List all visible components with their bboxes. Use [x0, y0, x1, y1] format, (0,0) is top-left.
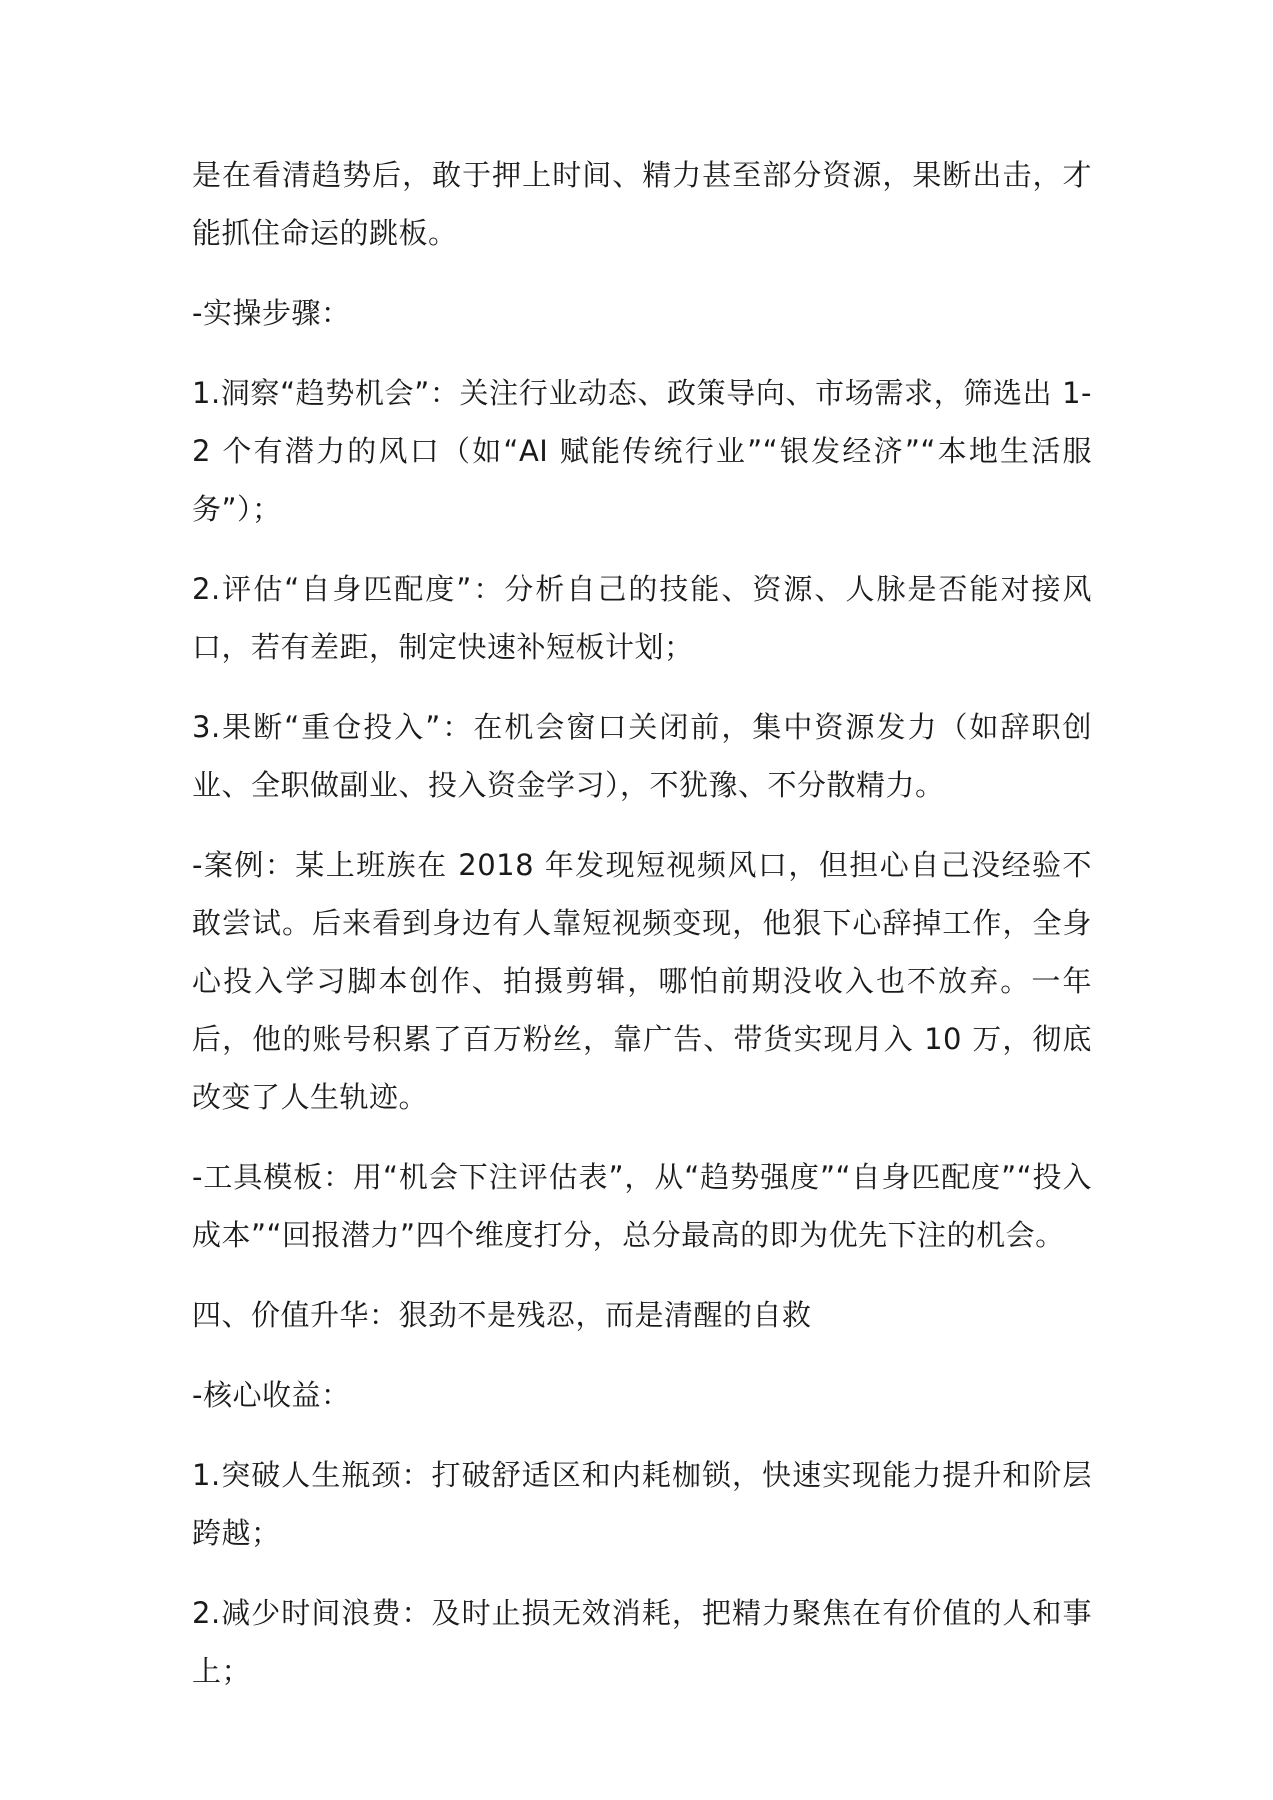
step-1-paragraph: 1.洞察“趋势机会”：关注行业动态、政策导向、市场需求，筛选出 1-2 个有潜力的风口（如“AI 赋能传统行业”“银发经济”“本地生活服务”）；: [192, 376, 1092, 526]
case-paragraph: -案例：某上班族在 2018 年发现短视频风口，但担心自己没经验不敢尝试。后来看到身边有人靠短视频变现，他狠下心辞掉工作，全身心投入学习脚本创作、拍摄剪辑，哪怕前期没收入也不放弃。一年后，他的账号积累了百万粉丝，靠广告、带货实现月入 10 万，彻底改变了人生轨迹。: [192, 848, 1092, 1114]
step-2-paragraph: 2.评估“自身匹配度”：分析自己的技能、资源、人脉是否能对接风口，若有差距，制定快速补短板计划；: [192, 572, 1092, 664]
benefit-2-paragraph: 2.减少时间浪费：及时止损无效消耗，把精力聚焦在有价值的人和事上；: [192, 1596, 1092, 1688]
tool-template-paragraph: -工具模板：用“机会下注评估表”，从“趋势强度”“自身匹配度”“投入成本”“回报潜力”四个维度打分，总分最高的即为优先下注的机会。: [192, 1160, 1092, 1252]
document-body: [192, 146, 1092, 1722]
heading-practical-steps: -实操步骤：: [192, 296, 351, 330]
step-3-paragraph: 3.果断“重仓投入”：在机会窗口关闭前，集中资源发力（如辞职创业、全职做副业、投入资金学习），不犹豫、不分散精力。: [192, 710, 1092, 802]
heading-core-benefits: -核心收益：: [192, 1378, 351, 1412]
benefit-1-paragraph: 1.突破人生瓶颈：打破舒适区和内耗枷锁，快速实现能力提升和阶层跨越；: [192, 1458, 1092, 1550]
section-heading-four: 四、价值升华：狠劲不是残忍，而是清醒的自救: [192, 1298, 812, 1332]
paragraph-intro-continuation: 是在看清趋势后，敢于押上时间、精力甚至部分资源，果断出击，才能抓住命运的跳板。: [192, 158, 1092, 250]
